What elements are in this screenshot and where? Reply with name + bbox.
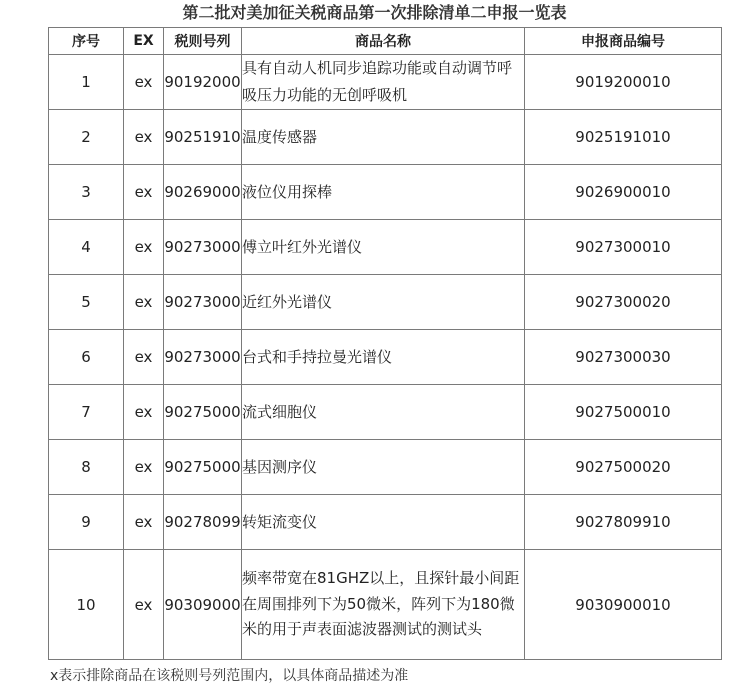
cell-ex: ex [124, 165, 164, 220]
cell-seq: 3 [49, 165, 124, 220]
exclusion-table [48, 27, 722, 660]
cell-declare-code: 9027500010 [525, 385, 722, 440]
cell-product-name: 基因测序仪 [242, 440, 525, 495]
cell-seq: 10 [49, 550, 124, 660]
header-code: 税则号列 [164, 28, 242, 55]
footnote: x表示排除商品在该税则号列范围内，以具体商品描述为准 [50, 668, 409, 684]
cell-seq: 5 [49, 275, 124, 330]
cell-declare-code: 9027500020 [525, 440, 722, 495]
cell-seq: 4 [49, 220, 124, 275]
cell-declare-code: 9026900010 [525, 165, 722, 220]
cell-declare-code: 9027300030 [525, 330, 722, 385]
table-row [49, 550, 722, 660]
table-row [49, 330, 722, 385]
table-row [49, 385, 722, 440]
cell-tariff-code: 90273000 [164, 275, 242, 330]
header-seq: 序号 [49, 28, 124, 55]
cell-seq: 9 [49, 495, 124, 550]
cell-tariff-code: 90278099 [164, 495, 242, 550]
cell-ex: ex [124, 275, 164, 330]
header-ex: EX [124, 28, 164, 55]
cell-ex: ex [124, 110, 164, 165]
cell-tariff-code: 90269000 [164, 165, 242, 220]
cell-tariff-code: 90251910 [164, 110, 242, 165]
cell-seq: 6 [49, 330, 124, 385]
cell-seq: 1 [49, 55, 124, 110]
cell-product-name: 频率带宽在81GHZ以上，且探针最小间距在周围排列下为50微米，阵列下为180微米的用于声表面滤波器测试的测试头 [242, 550, 525, 660]
cell-declare-code: 9019200010 [525, 55, 722, 110]
cell-ex: ex [124, 330, 164, 385]
cell-tariff-code: 90273000 [164, 220, 242, 275]
cell-tariff-code: 90309000 [164, 550, 242, 660]
cell-ex: ex [124, 550, 164, 660]
cell-product-name: 流式细胞仪 [242, 385, 525, 440]
cell-tariff-code: 90275000 [164, 440, 242, 495]
table-header-row [49, 28, 722, 55]
table-row [49, 495, 722, 550]
cell-tariff-code: 90273000 [164, 330, 242, 385]
cell-declare-code: 9030900010 [525, 550, 722, 660]
cell-declare-code: 9027300020 [525, 275, 722, 330]
header-name: 商品名称 [242, 28, 525, 55]
cell-seq: 2 [49, 110, 124, 165]
cell-product-name: 液位仪用探棒 [242, 165, 525, 220]
cell-product-name: 台式和手持拉曼光谱仪 [242, 330, 525, 385]
table-row [49, 220, 722, 275]
cell-product-name: 具有自动人机同步追踪功能或自动调节呼吸压力功能的无创呼吸机 [242, 55, 525, 110]
table-row [49, 440, 722, 495]
cell-ex: ex [124, 495, 164, 550]
cell-tariff-code: 90192000 [164, 55, 242, 110]
cell-product-name: 温度传感器 [242, 110, 525, 165]
table-row [49, 165, 722, 220]
cell-seq: 8 [49, 440, 124, 495]
cell-declare-code: 9027809910 [525, 495, 722, 550]
cell-seq: 7 [49, 385, 124, 440]
page-title: 第二批对美加征关税商品第一次排除清单二申报一览表 [182, 3, 567, 22]
cell-ex: ex [124, 440, 164, 495]
cell-ex: ex [124, 385, 164, 440]
cell-ex: ex [124, 55, 164, 110]
cell-tariff-code: 90275000 [164, 385, 242, 440]
header-declare-code: 申报商品编号 [525, 28, 722, 55]
table-row [49, 275, 722, 330]
cell-ex: ex [124, 220, 164, 275]
cell-product-name: 转矩流变仪 [242, 495, 525, 550]
table-row [49, 55, 722, 110]
cell-product-name: 傅立叶红外光谱仪 [242, 220, 525, 275]
cell-declare-code: 9025191010 [525, 110, 722, 165]
table-row [49, 110, 722, 165]
cell-product-name: 近红外光谱仪 [242, 275, 525, 330]
cell-declare-code: 9027300010 [525, 220, 722, 275]
